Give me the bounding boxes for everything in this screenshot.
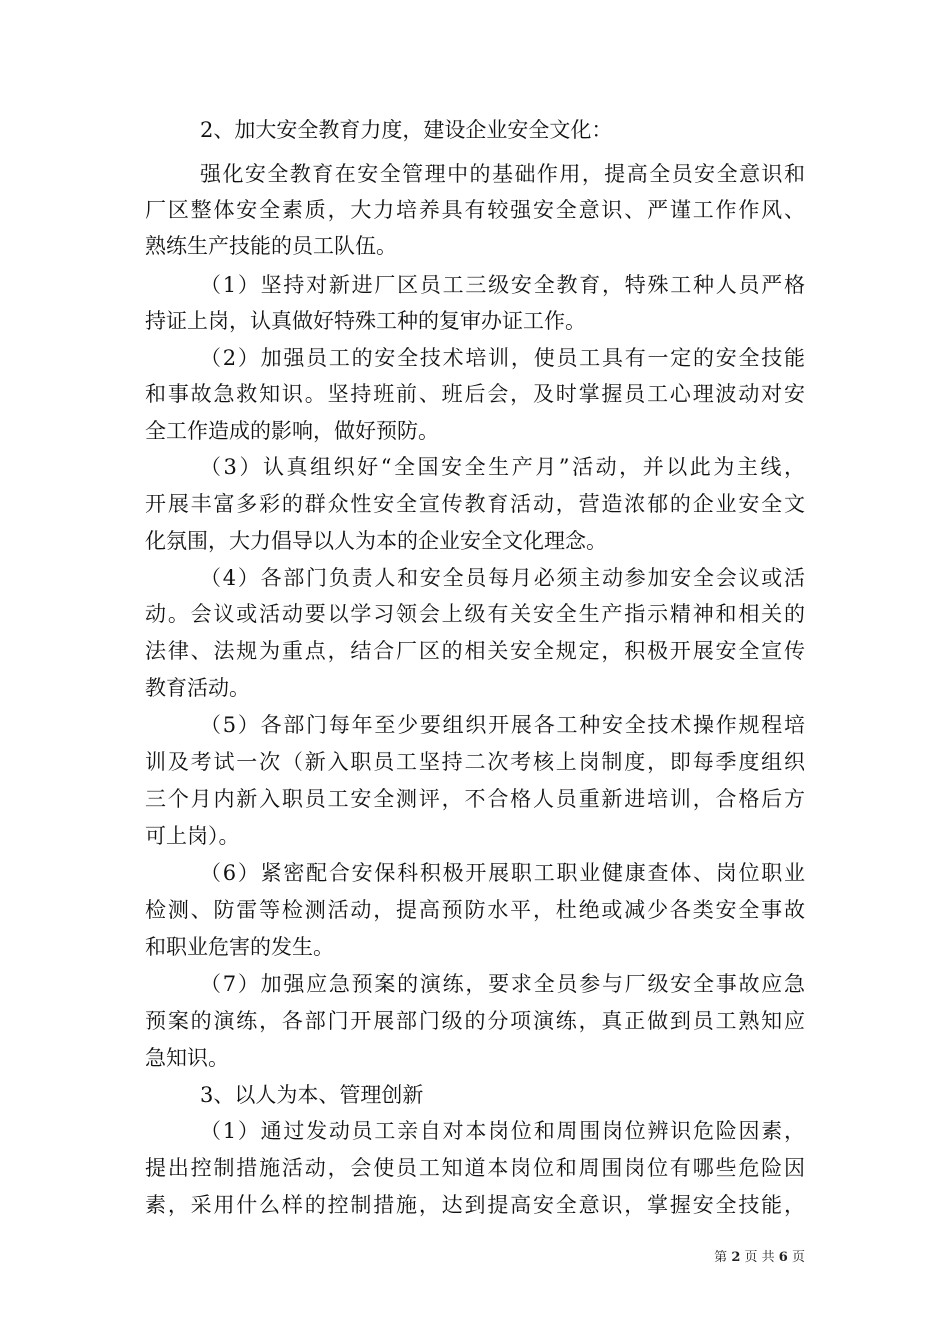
- list-item-line: 三个月内新入职员工安全测评，不合格人员重新进培训，合格后方: [145, 787, 805, 811]
- paragraph-line: 强化安全教育在安全管理中的基础作用，提高全员安全意识和: [200, 162, 805, 186]
- total-page-number: 6: [778, 1250, 788, 1265]
- list-item-line: 和职业危害的发生。: [145, 935, 334, 959]
- list-item-line: 检测、防雷等检测活动，提高预防水平，杜绝或减少各类安全事故: [145, 898, 805, 922]
- list-item-line: 可上岗）。: [145, 824, 240, 848]
- list-item-line: （6）紧密配合安保科积极开展职工职业健康查体、岗位职业: [200, 861, 805, 885]
- list-item-line: 法律、法规为重点，结合厂区的相关安全规定，积极开展安全宣传: [145, 639, 805, 663]
- list-item-line: 化氛围，大力倡导以人为本的企业安全文化理念。: [145, 529, 607, 553]
- list-item-line: 持证上岗，认真做好特殊工种的复审办证工作。: [145, 309, 586, 333]
- list-item-line: （1）坚持对新进厂区员工三级安全教育，特殊工种人员严格: [200, 273, 805, 297]
- list-item-line: 开展丰富多彩的群众性安全宣传教育活动，营造浓郁的企业安全文: [145, 492, 805, 516]
- footer-prefix: 第: [714, 1250, 728, 1265]
- list-item-line: 全工作造成的影响，做好预防。: [145, 419, 439, 443]
- list-item-line: （4）各部门负责人和安全员每月必须主动参加安全会议或活: [200, 566, 805, 590]
- list-item-line: （1）通过发动员工亲自对本岗位和周围岗位辨识危险因素，: [200, 1119, 805, 1143]
- footer-middle: 页 共: [744, 1250, 775, 1265]
- list-item-line: 训及考试一次（新入职员工坚持二次考核上岗制度，即每季度组织: [145, 750, 805, 774]
- list-item-line: 动。会议或活动要以学习领会上级有关安全生产指示精神和相关的: [145, 602, 805, 626]
- list-item-line: 提出控制措施活动，会使员工知道本岗位和周围岗位有哪些危险因: [145, 1156, 805, 1180]
- list-item-line: 素，采用什么样的控制措施，达到提高安全意识，掌握安全技能，: [145, 1193, 805, 1217]
- list-item-line: 预案的演练，各部门开展部门级的分项演练，真正做到员工熟知应: [145, 1009, 805, 1033]
- current-page-number: 2: [731, 1250, 741, 1265]
- list-item-line: 和事故急救知识。坚持班前、班后会，及时掌握员工心理波动对安: [145, 382, 805, 406]
- paragraph-line: 熟练生产技能的员工队伍。: [145, 234, 397, 258]
- list-item-line: （7）加强应急预案的演练，要求全员参与厂级安全事故应急: [200, 972, 805, 996]
- section-heading: 3、以人为本、管理创新: [200, 1083, 424, 1107]
- list-item-line: （5）各部门每年至少要组织开展各工种安全技术操作规程培: [200, 713, 805, 737]
- section-heading: 2、加大安全教育力度，建设企业安全文化：: [200, 118, 613, 142]
- page-number-footer: [714, 1248, 805, 1268]
- paragraph-line: 厂区整体安全素质，大力培养具有较强安全意识、严谨工作作风、: [145, 198, 805, 222]
- list-item-line: （3）认真组织好“全国安全生产月”活动，并以此为主线，: [200, 455, 805, 479]
- footer-suffix: 页: [791, 1250, 805, 1265]
- list-item-line: 急知识。: [145, 1046, 229, 1070]
- list-item-line: （2）加强员工的安全技术培训，使员工具有一定的安全技能: [200, 346, 805, 370]
- list-item-line: 教育活动。: [145, 676, 250, 700]
